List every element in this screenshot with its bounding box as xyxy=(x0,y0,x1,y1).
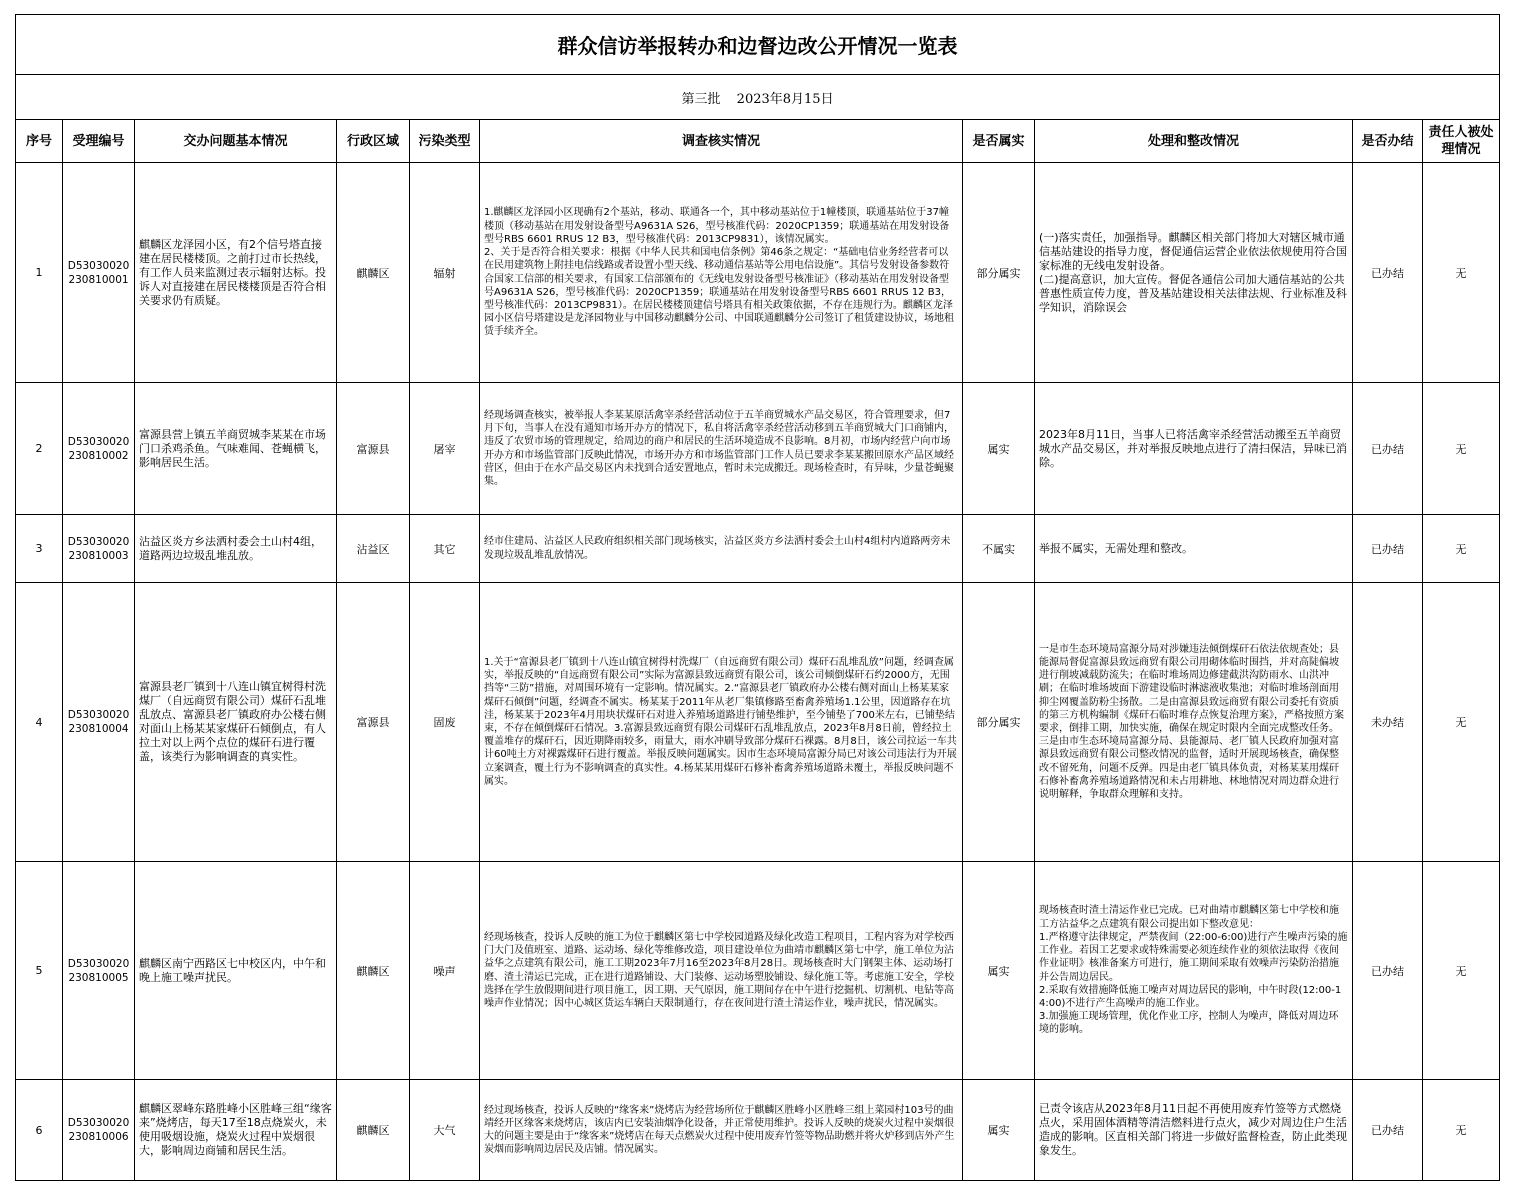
cell-verified: 属实 xyxy=(963,383,1035,515)
cell-verified: 属实 xyxy=(963,862,1035,1080)
cell-issue: 麒麟区南宁西路区七中校区内，中午和晚上施工噪声扰民。 xyxy=(135,862,337,1080)
cell-accountability: 无 xyxy=(1423,583,1500,862)
cell-region: 麒麟区 xyxy=(337,163,410,383)
cell-code: D53030020230810001 xyxy=(63,163,135,383)
cell-pollution: 噪声 xyxy=(410,862,480,1080)
cell-region: 麒麟区 xyxy=(337,1080,410,1181)
batch-label: 第三批 xyxy=(681,91,721,107)
cell-handling: 2023年8月11日，当事人已将活禽宰杀经营活动搬至五羊商贸城水产品交易区，并对举报反映地点进行了清扫保洁，异味已消除。 xyxy=(1035,383,1353,515)
table-row xyxy=(16,515,1500,583)
cell-investigation: 1.关于“富源县老厂镇到十八连山镇宜树得村洗煤厂（自远商贸有限公司）煤矸石乱堆乱放”问题，经调查属实，举报反映的“自远商贸有限公司”实际为富源县致远商贸有限公司，该公司倾倒煤矸石约2000方，无围挡等“三防”措施，对周围环境有一定影响。情况属实。2.“富源县老厂镇政府办公楼右侧对面山上杨某某家煤矸石倾倒”问题，经调查不属实。杨某某于2011年从老厂集镇修路至畜禽养殖场1.1公里，因道路存在坑洼，杨某某于2023年4月用块状煤矸石对进入养殖场道路进行铺垫维护，至今铺垫了700米左右，已铺垫结束，不存在倾倒煤矸石情况。3.富源县致远商贸有限公司煤矸石乱堆乱放点，2023年8月8日前，曾经拉土覆盖堆存的煤矸石，因近期降雨较多，雨量大，雨水冲刷导致部分煤矸石裸露。8月8日，该公司拉运一车共计60吨土方对裸露煤矸石进行覆盖。举报反映问题属实。因市生态环境局富源分局已对该公司违法行为开展立案调查，覆土行为不影响调查的真实性。4.杨某某用煤矸石修补畜禽养殖场道路未覆土，举报反映问题不属实。 xyxy=(480,583,963,862)
cell-issue: 麒麟区龙泽园小区，有2个信号塔直接建在居民楼楼顶。之前打过市长热线，有工作人员来监测过表示辐射达标。投诉人对直接建在居民楼楼顶是否符合相关要求仍有质疑。 xyxy=(135,163,337,383)
cell-verified: 部分属实 xyxy=(963,163,1035,383)
cell-code: D53030020230810005 xyxy=(63,862,135,1080)
cell-closed: 已办结 xyxy=(1353,515,1423,583)
page-title: 群众信访举报转办和边督边改公开情况一览表 xyxy=(16,15,1500,75)
cell-closed: 未办结 xyxy=(1353,583,1423,862)
cell-handling: (一)落实责任，加强指导。麒麟区相关部门将加大对辖区城市通信基站建设的指导力度，督促通信运营企业依法依规使用符合国家标准的无线电发射设备。 (二)提高意识，加大宣传。督促各通信公司加大通信基站的公共普惠性质宣传力度，普及基站建设相关法律法规、行业标准及科学知识，消除误会 xyxy=(1035,163,1353,383)
cell-code: D53030020230810006 xyxy=(63,1080,135,1181)
cell-seq: 2 xyxy=(16,383,63,515)
table-row xyxy=(16,383,1500,515)
cell-seq: 4 xyxy=(16,583,63,862)
cell-code: D53030020230810003 xyxy=(63,515,135,583)
cell-closed: 已办结 xyxy=(1353,383,1423,515)
cell-region: 麒麟区 xyxy=(337,862,410,1080)
cell-issue: 麒麟区翠峰东路胜峰小区胜峰三组“缘客来”烧烤店，每天17至18点烧炭火，未使用吸烟设施，烧炭火过程中炭烟很大，影响周边商铺和居民生活。 xyxy=(135,1080,337,1181)
header-code: 受理编号 xyxy=(63,120,135,163)
cell-investigation: 经市住建局、沾益区人民政府组织相关部门现场核实，沾益区炎方乡法洒村委会土山村4组村内道路两旁未发现垃圾乱堆乱放情况。 xyxy=(480,515,963,583)
cell-handling: 现场核查时渣土清运作业已完成。已对曲靖市麒麟区第七中学校和施工方沾益华之点建筑有限公司提出如下整改意见： 1.严格遵守法律规定，严禁夜间（22:00-6:00)进行产生噪声污染的施工作业。若因工艺要求或特殊需要必须连续作业的须依法取得《夜间作业证明》核准备案方可进行，施工期间采取有效噪声污染防治措施并公告周边居民。 2.采取有效措施降低施工噪声对周边居民的影响，中午时段(12:00-14:00)不进行产生高噪声的施工作业。 3.加强施工现场管理，优化作业工序，控制人为噪声，降低对周边环境的影响。 xyxy=(1035,862,1353,1080)
cell-pollution: 大气 xyxy=(410,1080,480,1181)
cell-accountability: 无 xyxy=(1423,163,1500,383)
cell-closed: 已办结 xyxy=(1353,1080,1423,1181)
cell-code: D53030020230810004 xyxy=(63,583,135,862)
cell-investigation: 经现场调查核实，被举报人李某某原活禽宰杀经营活动位于五羊商贸城水产品交易区，符合管理要求，但7月下旬，当事人在没有通知市场开办方的情况下，私自将活禽宰杀经营活动移到五羊商贸城大门口商铺内，违反了农贸市场的管理规定，给周边的商户和居民的生活环境造成不良影响。8月初，市场内经营户向市场开办方和市场监管部门反映此情况，市场开办方和市场监管部门工作人员已要求李某某搬回原水产品区域经营区，但由于在水产品交易区内未找到合适安置地点，暂时未完成搬迁。现场检查时，有异味，少量苍蝇聚集。 xyxy=(480,383,963,515)
table-row xyxy=(16,862,1500,1080)
cell-pollution: 固废 xyxy=(410,583,480,862)
cell-investigation: 经现场核查，投诉人反映的施工为位于麒麟区第七中学校园道路及绿化改造工程项目，工程内容为对学校西门大门及值班室、道路、运动场、绿化等维修改造，项目建设单位为曲靖市麒麟区第七中学，施工单位为沾益华之点建筑有限公司，施工工期2023年7月16至2023年8月28日。现场核查时大门钢架主体、运动场打磨、渣土清运已完成，正在进行道路铺设、大门装修、运动场塑胶铺设、绿化施工等。考虑施工安全，学校选择在学生放假期间进行项目施工，因工期、天气原因，施工期间存在中午进行挖掘机、切割机、电钻等高噪声作业情况；因中心城区货运车辆白天限制通行，存在夜间进行渣土清运作业，噪声扰民，情况属实。 xyxy=(480,862,963,1080)
cell-handling: 已责令该店从2023年8月11日起不再使用废弃竹签等方式燃烧点火，采用固体酒精等清洁燃料进行点火，减少对周边住户生活造成的影响。区直相关部门将进一步做好监督检查，防止此类现象发生。 xyxy=(1035,1080,1353,1181)
cell-accountability: 无 xyxy=(1423,862,1500,1080)
header-seq: 序号 xyxy=(16,120,63,163)
batch-info xyxy=(16,75,1500,120)
cell-issue: 富源县营上镇五羊商贸城李某某在市场门口杀鸡杀鱼。气味难闻、苍蝇横飞，影响居民生活。 xyxy=(135,383,337,515)
cell-seq: 6 xyxy=(16,1080,63,1181)
cell-issue: 富源县老厂镇到十八连山镇宜树得村洗煤厂（自远商贸有限公司）煤矸石乱堆乱放点、富源县老厂镇政府办公楼右侧对面山上杨某某家煤矸石倾倒点，有人拉土对以上两个点位的煤矸石进行覆盖，该类行为影响调查的真实性。 xyxy=(135,583,337,862)
cell-issue: 沾益区炎方乡法洒村委会土山村4组，道路两边垃圾乱堆乱放。 xyxy=(135,515,337,583)
header-handling: 处理和整改情况 xyxy=(1035,120,1353,163)
header-pollution: 污染类型 xyxy=(410,120,480,163)
cell-verified: 属实 xyxy=(963,1080,1035,1181)
cell-pollution: 辐射 xyxy=(410,163,480,383)
cell-handling: 举报不属实，无需处理和整改。 xyxy=(1035,515,1353,583)
header-region: 行政区域 xyxy=(337,120,410,163)
table-row xyxy=(16,1080,1500,1181)
batch-date: 2023年8月15日 xyxy=(736,91,834,107)
table-row xyxy=(16,583,1500,862)
cell-pollution: 屠宰 xyxy=(410,383,480,515)
cell-accountability: 无 xyxy=(1423,515,1500,583)
table-row xyxy=(16,163,1500,383)
cell-investigation: 经过现场核查，投诉人反映的“缘客来”烧烤店为经营场所位于麒麟区胜峰小区胜峰三组上菜园村103号的曲靖经开区缘客来烧烤店，该店内已安装油烟净化设备，并正常使用维护。投诉人反映的烧炭火过程中炭烟很大的问题主要是由于“缘客来”烧烤店在每天点燃炭火过程中使用废弃竹签等物品助燃并将火炉移到店外产生炭烟而影响周边居民及店铺。情况属实。 xyxy=(480,1080,963,1181)
report-sheet xyxy=(15,14,1499,1181)
cell-region: 富源县 xyxy=(337,583,410,862)
cell-verified: 不属实 xyxy=(963,515,1035,583)
cell-handling: 一是市生态环境局富源分局对涉嫌违法倾倒煤矸石依法依规查处；县能源局督促富源县致远商贸有限公司用砌体临时围挡，并对高陡偏坡进行削坡减载防流失；在临时堆场周边修建截洪沟防雨水、山洪冲刷；在临时堆场坡面下游建设临时淋滤液收集池；对临时堆场剖面用抑尘网覆盖防粉尘扬散。二是由富源县致远商贸有限公司委托有资质的第三方机构编制《煤矸石临时堆存点恢复治理方案》，严格按照方案要求，倒排工期，加快实施，确保在规定时限内全面完成整改任务。三是由市生态环境局富源分局、县能源局、老厂镇人民政府加强对富源县致远商贸有限公司整改情况的监督，适时开展现场核查，确保整改不留死角，问题不反弹。四是由老厂镇具体负责，对杨某某用煤矸石修补畜禽养殖场道路情况和未占用耕地、林地情况对周边群众进行说明解释，争取群众理解和支持。 xyxy=(1035,583,1353,862)
header-accountability: 责任人被处理情况 xyxy=(1423,120,1500,163)
header-closed: 是否办结 xyxy=(1353,120,1423,163)
cell-seq: 1 xyxy=(16,163,63,383)
header-investigation: 调查核实情况 xyxy=(480,120,963,163)
cell-seq: 5 xyxy=(16,862,63,1080)
header-verified: 是否属实 xyxy=(963,120,1035,163)
cell-region: 沾益区 xyxy=(337,515,410,583)
cell-closed: 已办结 xyxy=(1353,163,1423,383)
cell-verified: 部分属实 xyxy=(963,583,1035,862)
cell-accountability: 无 xyxy=(1423,1080,1500,1181)
cell-investigation: 1.麒麟区龙泽园小区现确有2个基站，移动、联通各一个，其中移动基站位于1幢楼顶，联通基站位于37幢楼顶（移动基站在用发射设备型号A9631A S26，型号核准代码：2020CP1359；联通基站在用发射设备型号RBS 6601 RRUS 12 B3，型号核准代码：2013CP9831），该情况属实。 2、关于是否符合相关要求：根据《中华人民共和国电信条例》第46条之规定：“基础电信业务经营者可以在民用建筑物上附挂电信线路或者设置小型天线、移动通信基站等公用电信设施”。其信号发射设备参数符合国家工信部的相关要求，有国家工信部颁布的《无线电发射设备型号核准证》（移动基站在用发射设备型号A9631A S26，型号核准代码：2020CP1359；联通基站在用发射设备型号RBS 6601 RRUS 12 B3，型号核准代码：2013CP9831）。在居民楼楼顶建信号塔具有相关政策依据，不存在违规行为。麒麟区龙泽园小区信号塔建设是龙泽园物业与中国移动麒麟分公司、中国联通麒麟分公司签订了租赁建设协议，场地租赁手续齐全。 xyxy=(480,163,963,383)
cell-pollution: 其它 xyxy=(410,515,480,583)
cell-region: 富源县 xyxy=(337,383,410,515)
cell-code: D53030020230810002 xyxy=(63,383,135,515)
cell-closed: 已办结 xyxy=(1353,862,1423,1080)
table-header-row xyxy=(16,120,1500,163)
cell-accountability: 无 xyxy=(1423,383,1500,515)
report-table xyxy=(15,14,1500,1181)
header-issue: 交办问题基本情况 xyxy=(135,120,337,163)
cell-seq: 3 xyxy=(16,515,63,583)
